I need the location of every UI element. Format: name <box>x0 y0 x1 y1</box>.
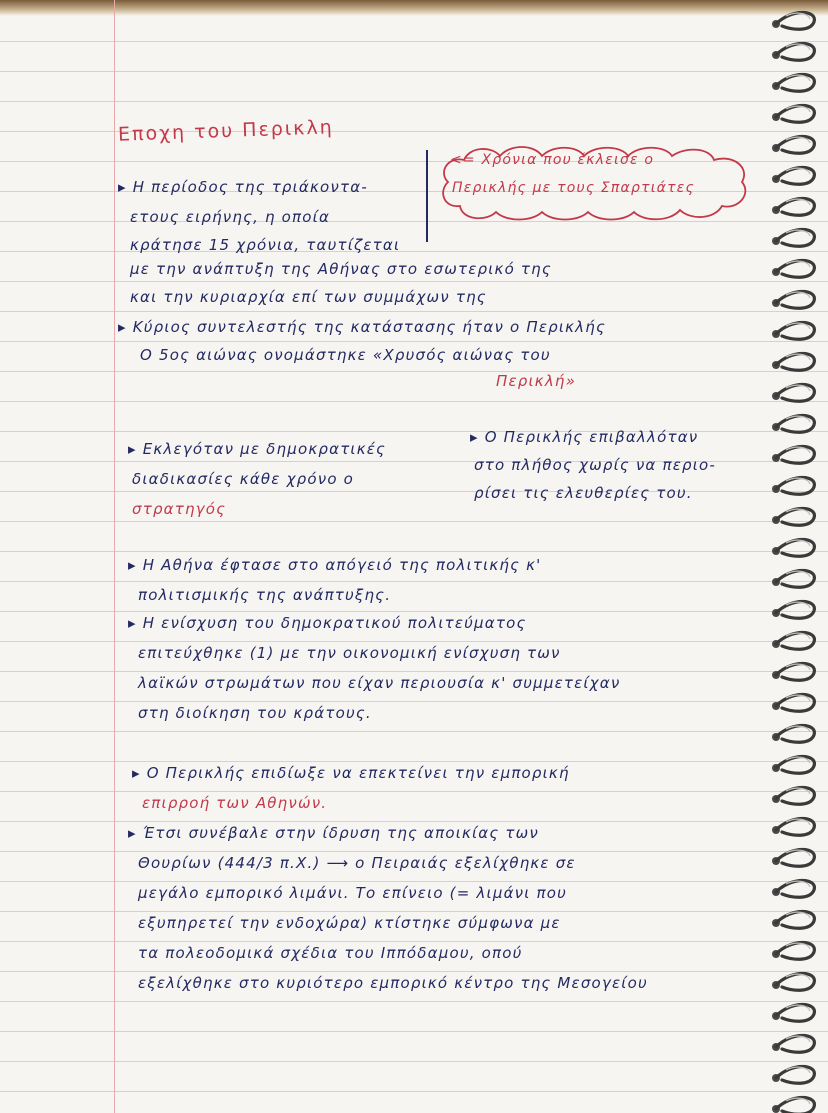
s3-line-3: ▸ Η ενίσχυση του δημοκρατικού πολιτεύματος <box>128 614 526 632</box>
s4-line-2: επιρροή των Αθηνών. <box>142 794 328 812</box>
vertical-divider <box>426 150 428 242</box>
spiral-binding <box>762 0 828 1113</box>
s3-line-4: επιτεύχθηκε (1) με την οικονομική ενίσχυση των <box>138 644 561 662</box>
spiral-ring <box>772 602 814 619</box>
spiral-ring <box>772 943 814 960</box>
s4-line-5: μεγάλο εμπορικό λιμάνι. Το επίνειο (= λιμάνι που <box>138 884 567 902</box>
spiral-ring <box>772 1067 814 1084</box>
spiral-ring <box>772 13 814 30</box>
s4-line-6: εξυπηρετεί την ενδοχώρα) κτίστηκε σύμφωνα με <box>138 914 561 932</box>
s4-line-4: Θουρίων (444/3 π.Χ.) ⟶ ο Πειραιάς εξελίχθηκε σε <box>138 854 576 872</box>
s1-line-5: και την κυριαρχία επί των συμμάχων της <box>130 288 487 306</box>
s3-line-6: στη διοίκηση του κράτους. <box>138 704 372 722</box>
spiral-ring <box>772 509 814 526</box>
s2-right-line-3: ρίσει τις ελευθερίες του. <box>474 484 693 502</box>
s2-left-line-3: στρατηγός <box>132 500 227 518</box>
spiral-ring <box>772 850 814 867</box>
spiral-ring <box>772 664 814 681</box>
spiral-ring <box>772 1098 814 1113</box>
s3-line-2: πολιτισμικής της ανάπτυξης. <box>138 586 392 604</box>
s1-line-2: ετους ειρήνης, η οποία <box>130 208 331 226</box>
s1-line-1: ▸ Η περίοδος της τριάκοντα- <box>118 178 368 196</box>
s4-line-1: ▸ Ο Περικλής επιδίωξε να επεκτείνει την εμπορική <box>132 764 570 782</box>
spiral-ring <box>772 292 814 309</box>
s3-line-5: λαϊκών στρωμάτων που είχαν περιουσία κ' συμμετείχαν <box>138 674 621 692</box>
spiral-ring <box>772 974 814 991</box>
s4-line-3: ▸ Έτσι συνέβαλε στην ίδρυση της αποικίας των <box>128 824 539 842</box>
spiral-ring <box>772 261 814 278</box>
spiral-ring <box>772 633 814 650</box>
spiral-ring <box>772 323 814 340</box>
spiral-ring <box>772 819 814 836</box>
spiral-ring <box>772 726 814 743</box>
spiral-ring <box>772 881 814 898</box>
spiral-ring <box>772 199 814 216</box>
spiral-ring <box>772 757 814 774</box>
spiral-ring <box>772 912 814 929</box>
s2-left-line-1: ▸ Εκλεγόταν με δημοκρατικές <box>128 440 386 458</box>
spiral-ring <box>772 106 814 123</box>
spiral-ring <box>772 571 814 588</box>
s1-line-7: Ο 5ος αιώνας ονομάστηκε «Χρυσός αιώνας του <box>140 346 551 364</box>
s2-right-line-1: ▸ Ο Περικλής επιβαλλόταν <box>470 428 698 446</box>
spiral-ring <box>772 385 814 402</box>
s4-line-7: τα πολεοδομικά σχέδια του Ιππόδαμου, οπού <box>138 944 523 962</box>
s1-line-6: ▸ Κύριος συντελεστής της κατάστασης ήταν ο Περικλής <box>118 318 606 336</box>
spiral-ring <box>772 1005 814 1022</box>
s2-left-line-2: διαδικασίες κάθε χρόνο ο <box>132 470 355 488</box>
spiral-ring <box>772 354 814 371</box>
spiral-ring <box>772 44 814 61</box>
spiral-ring <box>772 540 814 557</box>
spiral-ring <box>772 230 814 247</box>
s4-line-8: εξελίχθηκε στο κυριότερο εμπορικό κέντρο της Μεσογείου <box>138 974 648 992</box>
spiral-ring <box>772 1036 814 1053</box>
spiral-ring <box>772 447 814 464</box>
s3-line-1: ▸ Η Αθήνα έφτασε στο απόγειό της πολιτικής κ' <box>128 556 541 574</box>
cloud-note-line-2: Περικλής με τους Σπαρτιάτες <box>452 180 695 196</box>
s1-line-4: με την ανάπτυξη της Αθήνας στο εσωτερικό της <box>130 260 552 278</box>
spiral-ring <box>772 478 814 495</box>
s2-right-line-2: στο πλήθος χωρίς να περιο- <box>474 456 716 474</box>
spiral-ring <box>772 75 814 92</box>
spiral-ring <box>772 137 814 154</box>
page-title: Εποχη του Περικλη <box>117 116 335 146</box>
spiral-ring <box>772 788 814 805</box>
spiral-ring <box>772 416 814 433</box>
margin-line <box>114 0 115 1113</box>
spiral-ring <box>772 695 814 712</box>
spiral-ring <box>772 168 814 185</box>
s1-line-8: Περικλή» <box>496 372 577 390</box>
s1-line-3: κράτησε 15 χρόνια, ταυτίζεται <box>130 236 401 254</box>
page-top-edge <box>0 0 828 16</box>
cloud-note-line-1: <= Χρόνια που έκλεισε ο <box>450 152 655 168</box>
